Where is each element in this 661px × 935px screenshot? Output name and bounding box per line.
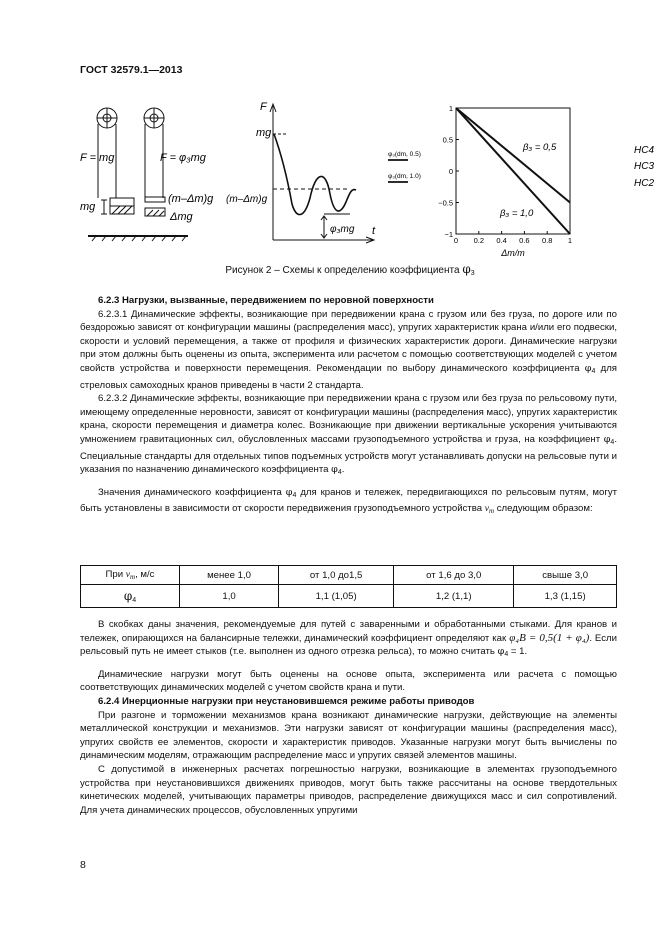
label-m-dm-g-2: (m–Δm)g bbox=[226, 194, 268, 205]
label-mg-middle: mg bbox=[256, 127, 272, 139]
y-tick-label: 0.5 bbox=[442, 135, 453, 145]
paragraph-6-2-4-2: С допустимой в инженерных расчетах погрешностью нагрузки, возникающие в элементах грузоподъемного устройства при неустановившихся движениях приводов, могут быть также рассчитаны на основе твердотельных кинетических моделей, учитывающих параметры приводов, распределение движущихся масс и сил сопротивлений. Для учета динамических процессов, обусловленных упругими bbox=[80, 763, 617, 816]
y-tick-label: 1 bbox=[448, 104, 453, 113]
table-range-3: от 1,6 до 3,0 bbox=[394, 566, 514, 585]
table-header-row bbox=[81, 566, 617, 585]
table-header-label bbox=[81, 566, 180, 585]
dynamic-force-curve bbox=[274, 134, 356, 215]
row-phi-symbol: φ bbox=[123, 588, 133, 603]
figure-caption bbox=[80, 262, 620, 277]
paragraph-6-2-4-1: При разгоне и торможении механизмов крана возникают динамические нагрузки, действующие на элементы металлической конструкции и механизмов. Эти нагрузки зависят от конфигурации машины (распределения масс), упругих свойств ее элементов, скорости и характеристик приводов. Указанные нагрузки могут быть вычислены по динамическим моделям, отражающим распределение масс и упругих связей элементов машины. bbox=[80, 709, 617, 762]
annotation-beta-05: β₃ = 0,5 bbox=[523, 142, 557, 153]
paragraph-dynamic-estimation: Динамические нагрузки могут быть оценены на основе опыта, эксперимента или расчета с помощью соответствующих динамических моделей с учетом свойств крана и пути. bbox=[80, 668, 617, 694]
table-range-1: менее 1,0 bbox=[180, 566, 279, 585]
table-value-2: 1,1 (1,05) bbox=[279, 585, 394, 608]
p1-text-b: для стреловых самоходных кранов приведены в части 2 стандарта. bbox=[80, 362, 617, 391]
x-tick-label: 0.4 bbox=[496, 236, 507, 245]
label-f-mg: F = mg bbox=[80, 152, 115, 164]
right-chart bbox=[388, 104, 572, 258]
section-heading-6-2-4: 6.2.4 Инерционные нагрузки при неустановившемся режиме работы приводов bbox=[98, 695, 475, 707]
p3-text-b: для кранов и тележек, передвигающихся по рельсовым путям, могут быть установлены в зависимости от скорости передвижения грузоподъемного устройства bbox=[80, 486, 618, 515]
x-tick-label: 1 bbox=[567, 236, 573, 245]
caption-phi-sub: 3 bbox=[470, 270, 475, 277]
chart-xlabel: Δm/m bbox=[501, 248, 525, 258]
legend-label-1: φ₃(dm, 0.5) bbox=[388, 151, 421, 158]
annotation-beta-10: β₃ = 1,0 bbox=[500, 208, 534, 219]
table-value-4: 1,3 (1,15) bbox=[514, 585, 617, 608]
y-tick-label: 0 bbox=[448, 167, 453, 176]
table-value-1: 1,0 bbox=[180, 585, 279, 608]
paragraph-6-2-3-1 bbox=[80, 308, 617, 393]
x-tick-label: 0.2 bbox=[473, 236, 485, 245]
phi4-symbol-4: φ bbox=[285, 486, 293, 498]
section-after-table bbox=[80, 618, 617, 817]
p4-formula: φ₄B = 0,5(1 + φ₄) bbox=[509, 631, 590, 644]
series-line-1 bbox=[456, 108, 570, 203]
paragraph-brackets bbox=[80, 618, 617, 662]
p2-text-a: 6.2.3.2 Динамические эффекты, возникающие при передвижении крана с грузом или без груза по рельсовому пути, имеющему определенные неровности, зависят от конфигурации машины (распределения масс), упругих характеристик крана, скорости перемещения и диаметра колес. Возникающие при движении вертикальные ускорения учитываются умножением гравитационных сил, обусловленных массами грузоподъемного устройства и груза, на коэффициент bbox=[80, 393, 617, 445]
phi4-symbol-5: φ bbox=[497, 646, 505, 658]
header-v-symbol: v bbox=[125, 569, 131, 580]
phi4-symbol-3: φ bbox=[331, 464, 338, 476]
middle-scheme bbox=[270, 104, 374, 243]
header-v-sub: m bbox=[130, 573, 136, 581]
phi4-sub: 4 bbox=[591, 367, 596, 375]
p4-text-c: = 1. bbox=[510, 646, 528, 658]
x-tick-label: 0.6 bbox=[519, 236, 530, 245]
page-number: 8 bbox=[80, 859, 86, 871]
x-tick-label: 0.8 bbox=[541, 236, 553, 245]
caption-phi-symbol: φ bbox=[462, 262, 471, 276]
figure-2 bbox=[78, 98, 658, 268]
phi4-symbol: φ bbox=[584, 362, 592, 374]
legend-label-2: φ₃(dm, 1.0) bbox=[388, 173, 421, 180]
phi4-sub-4: 4 bbox=[292, 491, 297, 499]
phi4-sub-3: 4 bbox=[337, 469, 342, 477]
label-mg-left: mg bbox=[80, 201, 96, 213]
table-row-label bbox=[81, 585, 180, 608]
header-unit: , м/с bbox=[135, 569, 155, 580]
label-dmg: Δmg bbox=[170, 211, 193, 223]
paragraph-6-2-3-2 bbox=[80, 392, 617, 480]
p3-text-c: следующим образом: bbox=[496, 503, 593, 515]
phi4-sub-2: 4 bbox=[610, 438, 615, 446]
phi4-symbol-2: φ bbox=[603, 433, 611, 445]
class-hc2: HC2 bbox=[634, 178, 655, 189]
label-axis-f: F bbox=[260, 101, 267, 113]
p4-text-b: . Если рельсовый путь не имеет стыков (т.е. выполнен из одного отрезка рельса), то можно считать bbox=[80, 632, 617, 658]
y-tick-label: −1 bbox=[444, 230, 453, 239]
label-axis-t: t bbox=[372, 225, 376, 237]
load-block-right-top bbox=[145, 197, 165, 202]
label-m-dm-g-1: (m–Δm)g bbox=[168, 193, 214, 205]
header-label-text: При bbox=[105, 569, 124, 580]
p3-text-a: Значения динамического коэффициента bbox=[98, 486, 282, 498]
table-range-2: от 1,0 до1,5 bbox=[279, 566, 394, 585]
vm-sub: т bbox=[489, 507, 495, 516]
velocity-coefficient-table bbox=[80, 565, 617, 608]
caption-text: Рисунок 2 – Схемы к определению коэффициента bbox=[225, 265, 460, 276]
y-tick-label: −0.5 bbox=[438, 198, 453, 208]
table-phi4-row bbox=[81, 585, 617, 608]
class-hc3: HC3 bbox=[634, 161, 655, 172]
table-range-4: свыше 3,0 bbox=[514, 566, 617, 585]
paragraph-velocity-intro bbox=[80, 486, 617, 519]
section-heading-6-2-3: 6.2.3 Нагрузки, вызванные, передвижением по неровной поверхности bbox=[98, 295, 434, 306]
p1-text-a: 6.2.3.1 Динамические эффекты, возникающие при передвижении крана с грузом или без груза, по дороге или по бездорожью зависят от конфигурации машины (распределения масс), упругих характеристик крана и/или его подвески, скорости и условий перемещения, а также от профиля и физических характеристик дороги. Динамические нагрузки при этом должны быть оценены из опыта, эксперимента или расчетом с помощью соответствующих моделей с учетом свойств устройства и поверхности перемещения. Рекомендации по выбору динамического коэффициента bbox=[80, 308, 617, 374]
table-value-3: 1,2 (1,1) bbox=[394, 585, 514, 608]
section-6-2-3 bbox=[80, 294, 617, 519]
x-tick-label: 0 bbox=[453, 236, 459, 245]
label-phi3mg: φ₃mg bbox=[330, 224, 355, 235]
class-hc4: HC4 bbox=[634, 145, 655, 156]
label-f-phi3mg: F = φ₃mg bbox=[160, 152, 206, 164]
phi4-sub-5: 4 bbox=[504, 651, 509, 659]
p2-text-c: . bbox=[341, 464, 345, 476]
row-phi-sub: 4 bbox=[132, 596, 137, 604]
p2-text-b: . Специальные стандарты для отдельных типов подъемных устройств могут устанавливать допуски на рельсовые пути и указания по назначению динамического коэффициента bbox=[80, 433, 617, 476]
document-header: ГОСТ 32579.1—2013 bbox=[80, 64, 183, 76]
vm-symbol: v bbox=[484, 503, 490, 515]
p4-text: В скобках даны значения, рекомендуемые для путей с заваренными и обработанными стыками. Для кранов и тележек, опирающихся на балансирные тележки, динамический коэффициент определяют как bbox=[80, 619, 617, 644]
